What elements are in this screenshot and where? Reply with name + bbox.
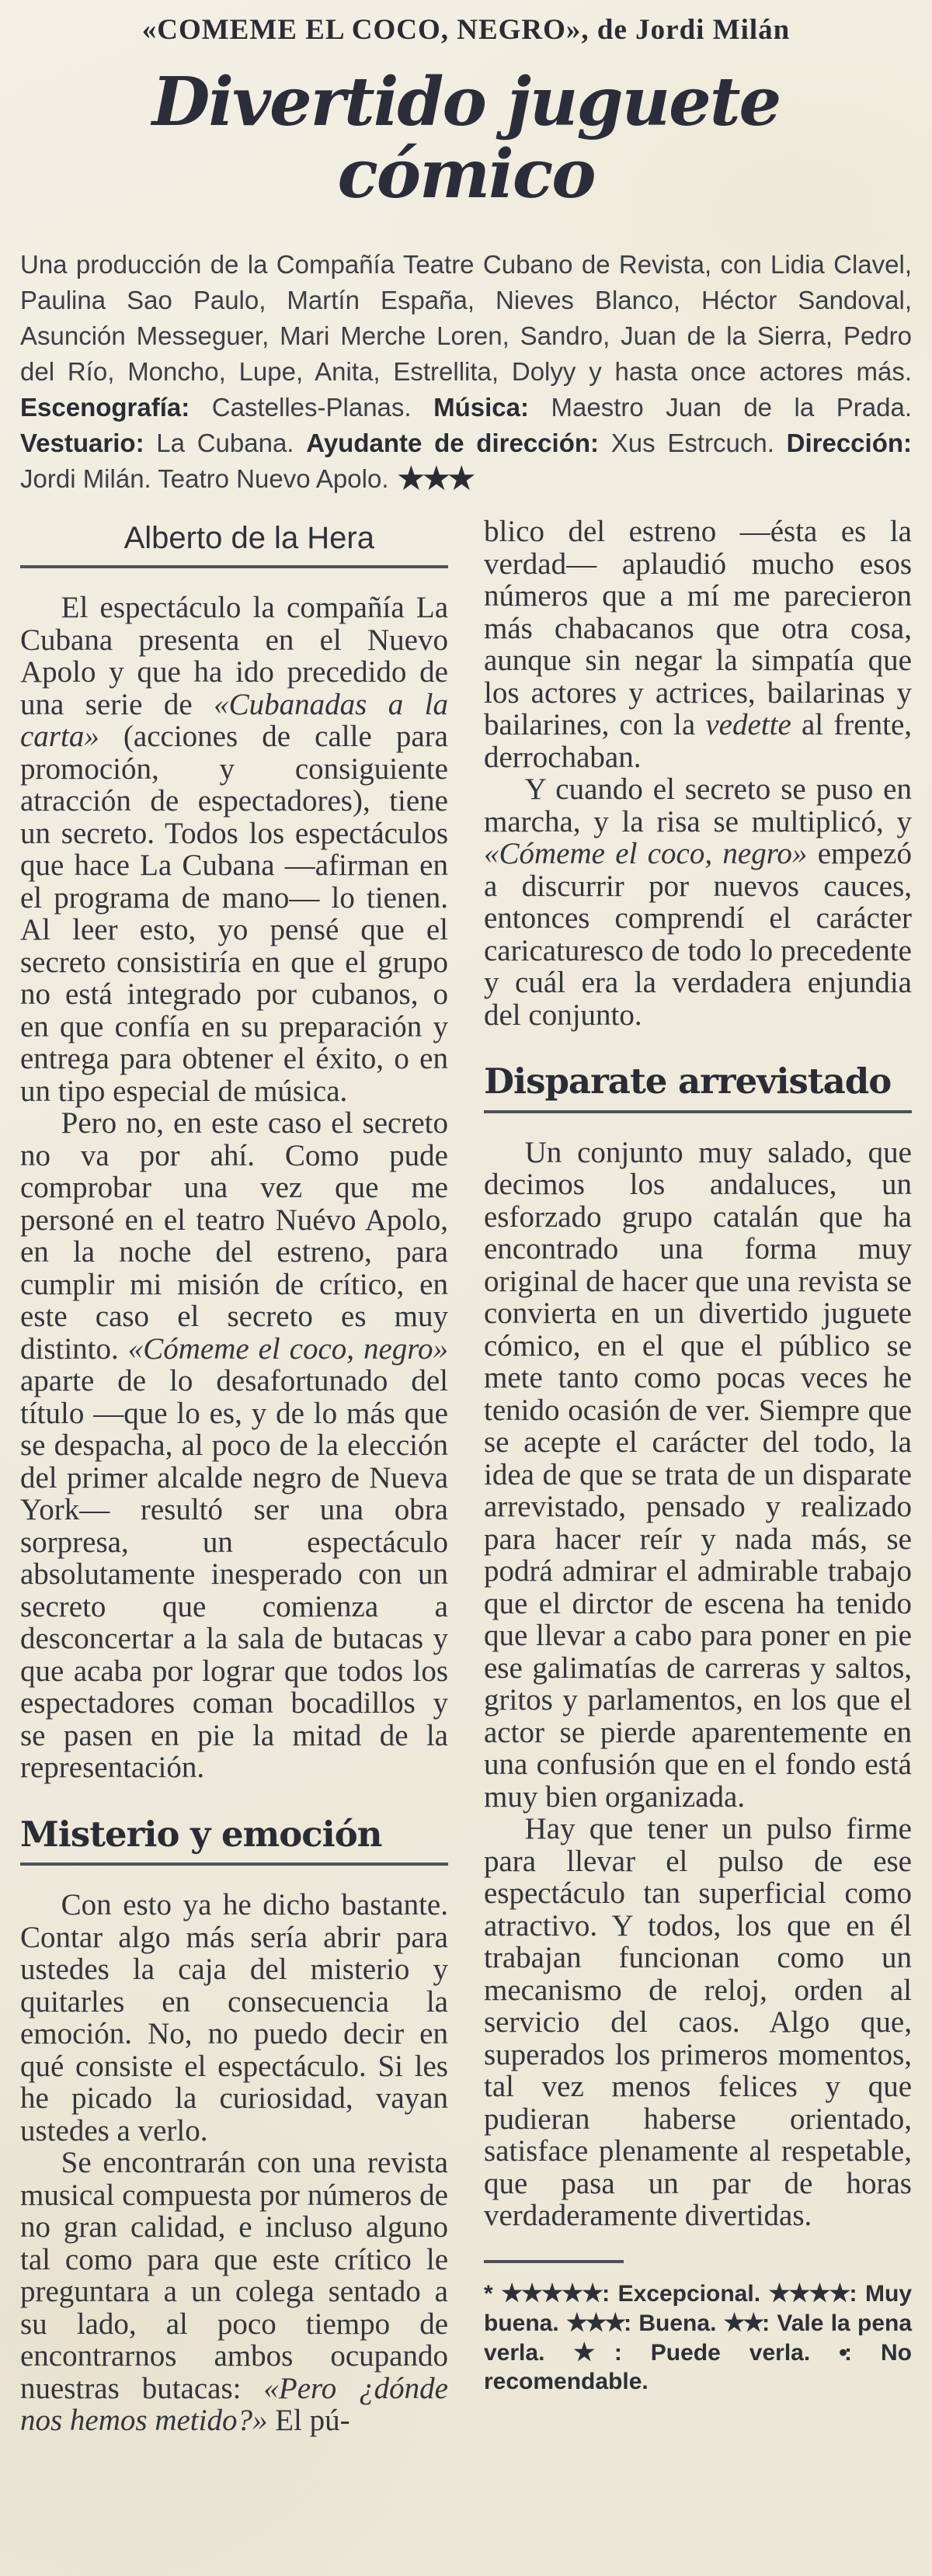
article-headline: Divertido juguete cómico bbox=[151, 63, 781, 214]
column-left-body bbox=[20, 592, 448, 2437]
text-segment: (acciones de calle para promoción, y consiguiente atracción de espectadores), tiene un secreto. Todos los espectáculos que hace La Cubana —afirman en el programa de mano— lo tienen. Al leer esto, yo pensé que el secreto consistiría en que el grupo no está integrado por cubanos, o en que confía en su preparación y entrega para obtener el éxito, o en un tipo especial de música. bbox=[20, 720, 448, 1108]
article-paragraph bbox=[20, 1107, 448, 1784]
star-rating: ★★★★★ bbox=[501, 2279, 603, 2307]
text-segment: El espectáculo la compañía La Cubana presenta en el Nuevo Apolo y que ha ido precedido de una serie de bbox=[20, 591, 448, 721]
star-rating: ★★ bbox=[723, 2308, 763, 2336]
text-segment: : Puede verla. bbox=[614, 2339, 840, 2366]
star-rating: ★★★ bbox=[565, 2308, 624, 2336]
text-segment: Jordi Milán. Teatro Nuevo Apolo. bbox=[20, 464, 396, 493]
text-segment: * bbox=[484, 2280, 502, 2307]
rating-legend bbox=[484, 2279, 912, 2396]
italic-phrase: vedette bbox=[705, 708, 791, 741]
text-segment: Pero no, en este caso el secreto no va por ahí. Como pude comprobar una vez que me personé en el teatro Nuévo Apolo, en la noche del estreno, para cumplir mi misión de crítico, en este caso el secreto es muy distinto. bbox=[20, 1106, 448, 1366]
text-segment: : Muy buena. bbox=[484, 2280, 912, 2336]
text-segment: Y cuando el secreto se puso en marcha, y la risa se multiplicó, y bbox=[484, 772, 912, 838]
text-segment: Dirección: bbox=[786, 429, 912, 457]
text-segment: : No recomendable. bbox=[484, 2339, 912, 2394]
text-segment: Ayudante de dirección: bbox=[306, 429, 611, 457]
subhead-rule bbox=[20, 1863, 448, 1866]
text-segment: Castelles-Planas. bbox=[211, 393, 434, 422]
footnote-rule bbox=[484, 2260, 624, 2263]
text-segment: : Vale la pena verla. bbox=[484, 2310, 913, 2366]
text-segment: Vestuario: bbox=[20, 429, 157, 457]
text-segment: Música: bbox=[433, 393, 551, 422]
italic-phrase: «Cómeme el coco, negro» bbox=[484, 837, 808, 870]
text-segment: empezó a discurrir por nuevos cauces, entonces comprendí el carácter caricaturesco de todo lo precedente y cuál era la verdadera enjundia del conjunto. bbox=[484, 837, 912, 1032]
article-kicker: «COMEME EL COCO, NEGRO», de Jordi Milán bbox=[141, 14, 791, 46]
text-segment: Un conjunto muy salado, que decimos los andaluces, un esforzado grupo catalán que ha encontrado una forma muy original de hacer que una revista se convierta en un divertido juguete cómico, en el que el público se mete tanto como pocas veces he tenido ocasión de ver. Siempre que se acepte el carácter del todo, la idea de que se trata de un disparate arrevistado, pensado y realizado para hacer reír y nada más, se podrá admirar el admirable trabajo que el dirctor de escena ha tenido que llevar a cabo para poner en pie ese galimatías de carreras y saltos, gritos y parlamentos, en los que el actor se pierde aparentemente en una confusión que en el fondo está muy bien organizada. bbox=[484, 1135, 912, 1814]
text-segment: Se encontrarán con una revista musical compuesta por números de no gran calidad, e incluso alguno tal como para que este crítico le preguntara a un colega sentado a su lado, al poco tiempo de encontrarnos ambos ocupando nuestras butacas: bbox=[20, 2146, 448, 2405]
star-rating: ★★★ bbox=[395, 460, 471, 498]
text-segment: Xus Estrcuch. bbox=[610, 429, 787, 457]
article-paragraph bbox=[20, 2147, 448, 2437]
star-rating: ★ bbox=[573, 2338, 614, 2366]
article-paragraph bbox=[484, 773, 912, 1031]
text-segment: Escenografía: bbox=[20, 393, 212, 422]
text-segment: al frente, derrochaban. bbox=[484, 708, 912, 774]
byline-rule bbox=[20, 565, 448, 568]
text-segment: Maestro Juan de la Prada. bbox=[551, 393, 912, 422]
text-segment: : Excepcional. bbox=[602, 2280, 769, 2307]
text-segment: : Buena. bbox=[624, 2310, 724, 2336]
byline: Alberto de la Hera bbox=[123, 521, 374, 555]
text-segment: aparte de lo desafortunado del título —que lo es, y de lo más que se despacha, al poco de la elección del primer alcalde negro de Nueva York— resultó ser una obra sorpresa, un espectáculo absolutamente inesperado con un secreto que comienza a desconcertar a la sala de butacas y que acaba por lograr que todos los espectadores coman bocadillos y se pasen en pie la mitad de la representación. bbox=[20, 1364, 448, 1784]
star-rating: ★★★★ bbox=[768, 2279, 850, 2307]
text-segment: Hay que tener un pulso firme para llevar el pulso de ese espectáculo tan superficial como atractivo. Y todos, los que en él trabajan funcionan como un mecanismo de reloj, orden al servicio del caos. Algo que, superados los primeros momentos, tal vez menos felices y que pudieran haberse orientado, satisface plenamente al respetable, que pasa un par de horas verdaderamente divertidas. bbox=[484, 1812, 912, 2232]
article-paragraph bbox=[484, 1137, 912, 1814]
article-paragraph bbox=[20, 592, 448, 1107]
column-left bbox=[20, 516, 448, 2437]
article-paragraph bbox=[484, 516, 912, 773]
italic-phrase: «Cubanadas a la carta» bbox=[20, 687, 448, 753]
production-credits bbox=[20, 247, 912, 497]
column-right-body bbox=[484, 516, 912, 2396]
article-paragraph bbox=[484, 1813, 912, 2232]
text-segment: Con esto ya he dicho bastante. Contar algo más sería abrir para ustedes la caja del misterio y quitarles en consecuencia la emoción. No, no puedo decir en qué consiste el espectáculo. Si les he picado la curiosidad, vayan ustedes a verlo. bbox=[20, 1888, 448, 2147]
subhead-rule bbox=[484, 1110, 912, 1113]
italic-phrase: «Pero ¿dónde nos hemos metido?» bbox=[20, 2371, 448, 2437]
italic-phrase: «Cómeme el coco, negro» bbox=[127, 1331, 448, 1366]
section-subhead: Misterio y emoción bbox=[20, 1813, 382, 1855]
section-subhead: Disparate arrevistado bbox=[484, 1061, 892, 1102]
article-columns bbox=[20, 516, 912, 2437]
star-rating: • bbox=[839, 2338, 845, 2366]
text-segment: Una producción de la Compañía Teatre Cubano de Revista, con Lidia Clavel, Paulina Sao Paulo, Martín España, Nieves Blanco, Héctor Sandoval, Asunción Messeguer, Mari Merche Loren, Sandro, Juan de la Sierra, Pedro del Río, Moncho, Lupe, Anita, Estrellita, Dolyy y hasta once actores más. bbox=[20, 250, 912, 386]
text-segment: El pú- bbox=[267, 2404, 350, 2437]
text-segment: blico del estreno —ésta es la verdad— aplaudió mucho esos números que a mí me parecieron más chabacanos que otra cosa, aunque sin negar la simpatía que los actores y actrices, bailarinas y bailarines, con la bbox=[484, 515, 912, 741]
column-right bbox=[484, 516, 912, 2437]
article-paragraph bbox=[20, 1889, 448, 2147]
text-segment: La Cubana. bbox=[156, 429, 307, 457]
